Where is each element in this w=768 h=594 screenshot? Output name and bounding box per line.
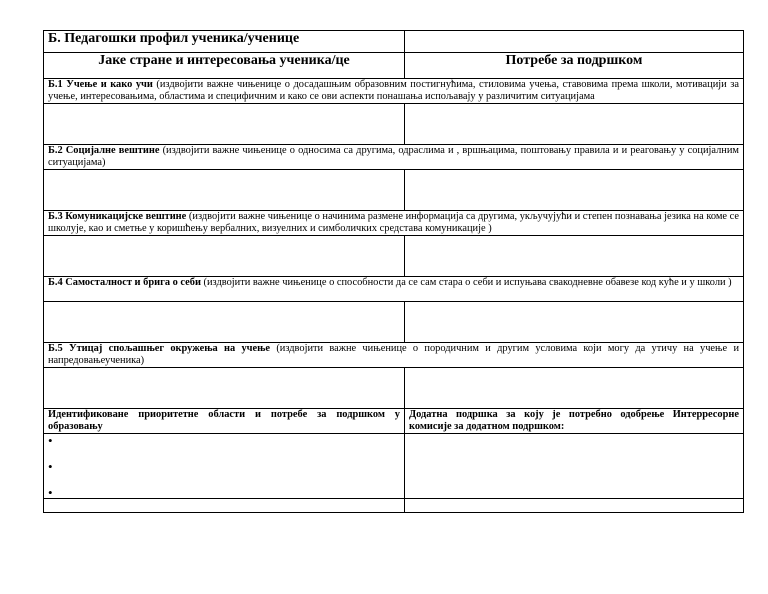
section-b2-heading: Б.2 Социјалне вештине	[48, 145, 160, 156]
section-b4-input-row	[44, 302, 744, 343]
section-b4-support-field[interactable]	[405, 302, 744, 343]
section-b2-input-row	[44, 170, 744, 211]
section-b3-text: (издвојити важне чињенице о начинима размене информација са другима, укључујући и степен познавања језика на коме се школује, као и сметње у коришћењу вербалних, визуелних и симболичких средстава комуникације )	[48, 211, 740, 234]
section-b1-text: (издвојити важне чињенице о досадашњим образовним постигнућима, стиловима учења, ставовима према школи, мотивацији за учење, интересовањима, областима и специфичним и како се ови аспекти понашања испољавају у различитим ситуацијама	[48, 79, 739, 102]
priority-areas-field[interactable]	[44, 434, 405, 513]
section-b1-strengths-field[interactable]	[44, 104, 405, 145]
priority-body-row	[44, 434, 744, 513]
title-row	[44, 31, 744, 53]
column-header-strengths: Јаке стране и интересовања ученика/це	[44, 53, 405, 79]
column-header-row	[44, 53, 744, 79]
additional-support-field[interactable]	[405, 434, 744, 513]
section-b4-row	[44, 277, 744, 302]
section-b3-support-field[interactable]	[405, 236, 744, 277]
section-b4-description	[44, 277, 744, 302]
section-b5-text: (издвојити важне чињенице о породичним и другим условима који могу да утичу на учење и напредовањеученика)	[48, 343, 740, 366]
section-b1-heading: Б.1 Учење и како учи	[48, 79, 153, 90]
section-b5-input-row	[44, 368, 744, 409]
section-b5-support-field[interactable]	[405, 368, 744, 409]
section-b2-description	[44, 145, 744, 170]
section-b3-row	[44, 211, 744, 236]
section-b4-strengths-field[interactable]	[44, 302, 405, 343]
section-b4-heading: Б.4 Самосталност и брига о себи	[48, 277, 201, 288]
section-b3-description	[44, 211, 744, 236]
section-b2-row	[44, 145, 744, 170]
title-right-cell[interactable]	[405, 31, 744, 53]
section-b1-row	[44, 79, 744, 104]
priority-header-row	[44, 409, 744, 434]
column-header-support-needs: Потребе за подршком	[405, 53, 744, 79]
additional-support-heading: Додатна подршка за коју је потребно одобрење Интерресорне комисије за додатном подршком:	[405, 409, 744, 434]
priority-bullet-item[interactable]	[48, 486, 400, 512]
section-b5-heading: Б.5 Утицај спољашњег окружења на учење	[48, 343, 271, 354]
section-b1-input-row	[44, 104, 744, 145]
section-b2-support-field[interactable]	[405, 170, 744, 211]
priority-bullet-item[interactable]	[48, 434, 400, 460]
section-b3-input-row	[44, 236, 744, 277]
section-b1-support-field[interactable]	[405, 104, 744, 145]
section-b2-text: (издвојити важне чињенице о односима са другима, одраслима и , вршњацима, поштовању правила и и реаговању у социјалним ситуацијама)	[48, 145, 740, 168]
section-b5-description	[44, 343, 744, 368]
priority-bullet-list	[48, 434, 400, 512]
section-b1-description	[44, 79, 744, 104]
section-b5-strengths-field[interactable]	[44, 368, 405, 409]
pedagogical-profile-table	[43, 30, 744, 513]
section-b4-text: (издвојити важне чињенице о способности да се сам стара о себи и испуњава свакодневне обавезе код куће и у школи )	[200, 277, 732, 288]
section-b3-strengths-field[interactable]	[44, 236, 405, 277]
section-b2-strengths-field[interactable]	[44, 170, 405, 211]
priority-bullet-item[interactable]	[48, 460, 400, 486]
section-b3-heading: Б.3 Комуникацијске вештине	[48, 211, 187, 222]
priority-areas-heading: Идентификоване приоритетне области и потребе за подршком у образовању	[44, 409, 405, 434]
section-b5-row	[44, 343, 744, 368]
bottom-border-line	[43, 498, 744, 499]
section-title: Б. Педагошки профил ученика/ученице	[44, 31, 405, 53]
